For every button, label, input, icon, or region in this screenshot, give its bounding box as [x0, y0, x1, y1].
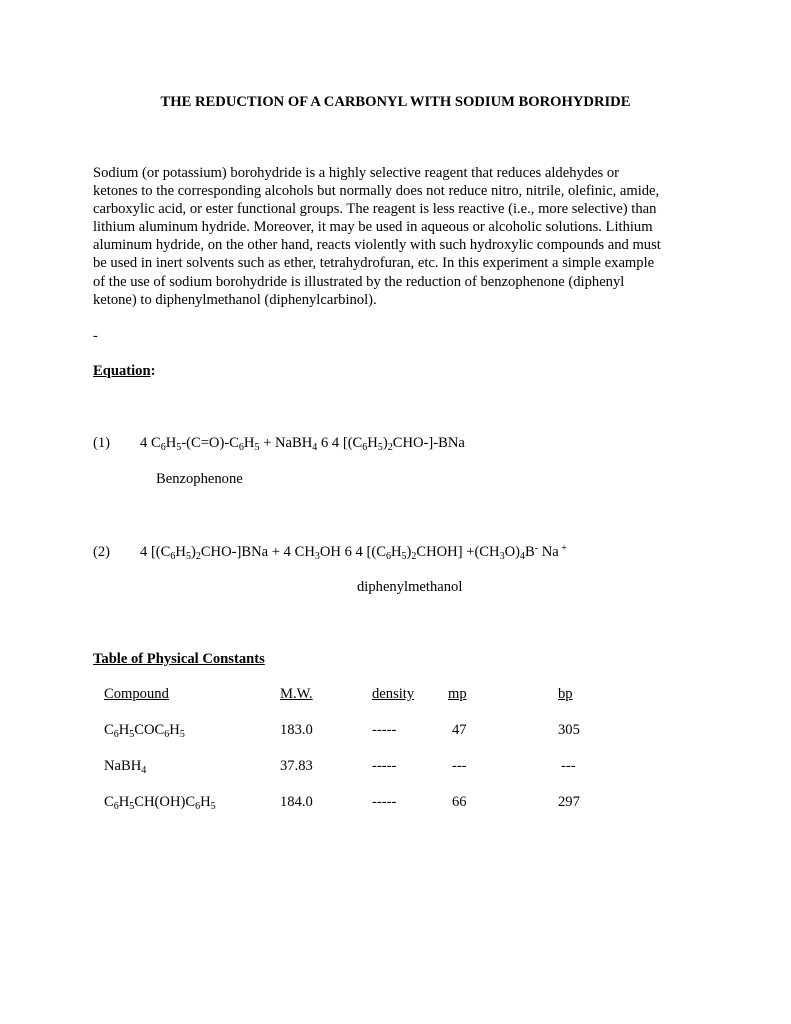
intro-paragraph: [93, 164, 713, 309]
table-cell-mw: 37.83: [280, 758, 313, 774]
equation-heading-colon: :: [150, 363, 156, 379]
column-header-density: density: [372, 686, 415, 702]
table-cell-bp: 297: [558, 794, 580, 810]
formula-text: ): [406, 544, 412, 560]
table-cell-mw: 184.0: [280, 794, 313, 810]
intro-line: ketone) to diphenylmethanol (diphenylcarbinol).: [93, 291, 377, 308]
column-header-compound: Compound: [104, 686, 169, 702]
formula-subscript: 5: [129, 729, 135, 740]
formula-text: CHOH] +(CH: [416, 544, 500, 560]
table-cell-bp: 305: [558, 722, 580, 738]
formula-subscript: 5: [176, 442, 182, 453]
table-cell-bp: ---: [561, 758, 576, 774]
column-header-bp: bp: [558, 686, 573, 702]
stray-dash: -: [93, 328, 98, 344]
formula-text: + NaBH: [259, 435, 313, 451]
table-cell-compound: [104, 758, 146, 775]
formula-text: H: [243, 435, 255, 451]
formula-subscript: 5: [401, 551, 407, 562]
intro-line: of the use of sodium borohydride is illustrated by the reduction of benzophenone (diphenyl: [93, 273, 625, 290]
formula-subscript: 6: [113, 729, 119, 740]
table-heading: Table of Physical Constants: [93, 651, 265, 667]
formula-text: H: [118, 794, 130, 810]
formula-subscript: 6: [170, 551, 176, 562]
formula-subscript: 2: [411, 551, 417, 562]
formula-text: H: [165, 435, 177, 451]
formula-subscript: 4: [312, 442, 318, 453]
formula-text: COC: [134, 722, 165, 738]
formula-subscript: 5: [185, 551, 191, 562]
formula-subscript: 4: [520, 551, 525, 562]
intro-line: be used in inert solvents such as ether, tetrahydrofuran, etc. In this experiment a simple example: [93, 255, 655, 272]
table-cell-mp: ---: [452, 758, 467, 774]
formula-subscript: 6: [164, 729, 170, 740]
formula-text: Na: [538, 544, 559, 560]
formula-text: H: [367, 435, 378, 451]
table-cell-density: -----: [372, 722, 397, 738]
formula-text: H: [169, 722, 180, 738]
formula-subscript: 5: [129, 801, 135, 812]
formula-supscript: -: [534, 543, 539, 554]
table-cell-density: -----: [372, 794, 397, 810]
table-cell-mp: 66: [452, 794, 467, 810]
document-title: THE REDUCTION OF A CARBONYL WITH SODIUM BOROHYDRIDE: [160, 94, 631, 110]
formula-subscript: 2: [387, 442, 393, 453]
intro-line: carboxylic acid, or ester functional groups. The reagent is less reactive (i.e., more selective) than: [93, 201, 657, 218]
formula-text: CHO-]BNa + 4 CH: [200, 544, 315, 560]
formula-text: ): [382, 435, 388, 451]
intro-line: Sodium (or potassium) borohydride is a highly selective reagent that reduces aldehydes or: [93, 165, 620, 181]
formula-text: CHO-]-BNa: [392, 435, 465, 451]
intro-line: lithium aluminum hydride. Moreover, it may be used in aqueous or alcoholic solutions. Lithium: [93, 219, 653, 236]
formula-subscript: 5: [254, 442, 260, 453]
formula-subscript: 6: [160, 442, 166, 453]
equation-2: [140, 544, 567, 561]
formula-subscript: 6: [385, 551, 391, 562]
formula-subscript: 6: [195, 801, 201, 812]
intro-line: aluminum hydride, on the other hand, reacts violently with such hydroxylic compounds and must: [93, 237, 661, 254]
equation-2-number: (2): [93, 544, 111, 560]
equation-1-label: Benzophenone: [156, 471, 243, 487]
table-cell-compound: [104, 722, 185, 739]
column-header-mp: mp: [448, 686, 467, 702]
column-header-mw: M.W.: [280, 686, 313, 702]
formula-text: C: [104, 794, 114, 810]
table-cell-mw: 183.0: [280, 722, 313, 738]
formula-text: C: [104, 722, 114, 738]
formula-subscript: 3: [314, 551, 320, 562]
formula-text: OH 6 4 [(C: [319, 544, 386, 560]
formula-subscript: 5: [377, 442, 383, 453]
formula-subscript: 4: [141, 765, 147, 776]
formula-subscript: 5: [179, 729, 185, 740]
formula-text: O): [504, 544, 520, 560]
equation-1: [140, 435, 465, 452]
formula-subscript: 2: [195, 551, 201, 562]
formula-subscript: 6: [362, 442, 368, 453]
formula-text: H: [390, 544, 402, 560]
formula-text: -(C=O)-C: [181, 435, 239, 451]
formula-text: H: [200, 794, 211, 810]
formula-text: NaBH: [104, 758, 142, 774]
table-cell-density: -----: [372, 758, 397, 774]
formula-text: B: [525, 544, 535, 560]
table-cell-mp: 47: [452, 722, 467, 738]
equation-heading-text: Equation: [93, 363, 151, 379]
formula-text: H: [175, 544, 186, 560]
formula-subscript: 5: [210, 801, 216, 812]
table-cell-compound: [104, 794, 216, 811]
formula-text: 4 C: [140, 435, 161, 451]
formula-subscript: 3: [499, 551, 505, 562]
formula-supscript: +: [558, 543, 567, 554]
formula-text: 4 [(C: [140, 544, 171, 560]
equation-1-number: (1): [93, 435, 111, 451]
formula-text: ): [190, 544, 196, 560]
formula-subscript: 6: [238, 442, 244, 453]
formula-subscript: 6: [113, 801, 119, 812]
formula-text: 6 4 [(C: [317, 435, 363, 451]
equation-heading: [93, 363, 155, 380]
intro-line: ketones to the corresponding alcohols but normally does not reduce nitro, nitrile, olefinic, amide,: [93, 183, 660, 200]
formula-text: CH(OH)C: [134, 794, 196, 810]
equation-2-label: diphenylmethanol: [357, 579, 463, 595]
formula-text: H: [118, 722, 130, 738]
